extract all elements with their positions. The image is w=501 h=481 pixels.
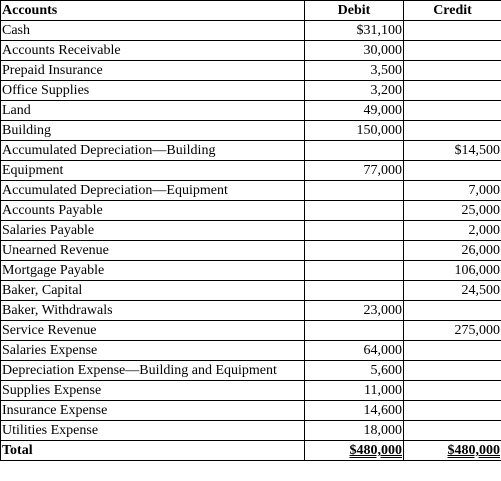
table-row bbox=[1, 121, 501, 141]
table-row bbox=[1, 21, 501, 41]
account-cell: Accumulated Depreciation—Equipment bbox=[1, 181, 305, 201]
table-row bbox=[1, 241, 501, 261]
table-row bbox=[1, 201, 501, 221]
account-cell: Utilities Expense bbox=[1, 421, 305, 441]
table-body bbox=[1, 21, 501, 441]
account-cell: Prepaid Insurance bbox=[1, 61, 305, 81]
total-credit bbox=[404, 441, 501, 461]
debit-cell: 49,000 bbox=[305, 101, 404, 121]
account-cell: Baker, Capital bbox=[1, 281, 305, 301]
total-debit bbox=[305, 441, 404, 461]
debit-header: Debit bbox=[305, 1, 404, 21]
debit-cell: 150,000 bbox=[305, 121, 404, 141]
account-cell: Accounts Payable bbox=[1, 201, 305, 221]
credit-cell bbox=[404, 401, 501, 421]
table-row bbox=[1, 401, 501, 421]
table-row bbox=[1, 301, 501, 321]
credit-cell: 7,000 bbox=[404, 181, 501, 201]
account-cell: Accumulated Depreciation—Building bbox=[1, 141, 305, 161]
credit-cell bbox=[404, 361, 501, 381]
debit-cell bbox=[305, 141, 404, 161]
debit-cell bbox=[305, 181, 404, 201]
debit-cell bbox=[305, 221, 404, 241]
total-label: Total bbox=[1, 441, 305, 461]
credit-cell: 275,000 bbox=[404, 321, 501, 341]
table-row bbox=[1, 41, 501, 61]
account-cell: Office Supplies bbox=[1, 81, 305, 101]
credit-cell: 24,500 bbox=[404, 281, 501, 301]
debit-cell bbox=[305, 241, 404, 261]
debit-cell: 64,000 bbox=[305, 341, 404, 361]
header-row bbox=[1, 1, 501, 21]
total-row bbox=[1, 441, 501, 461]
table-row bbox=[1, 361, 501, 381]
account-cell: Insurance Expense bbox=[1, 401, 305, 421]
credit-cell: 2,000 bbox=[404, 221, 501, 241]
credit-cell bbox=[404, 421, 501, 441]
credit-cell bbox=[404, 81, 501, 101]
account-cell: Salaries Payable bbox=[1, 221, 305, 241]
account-cell: Salaries Expense bbox=[1, 341, 305, 361]
debit-cell: 3,200 bbox=[305, 81, 404, 101]
debit-cell: 5,600 bbox=[305, 361, 404, 381]
credit-cell bbox=[404, 341, 501, 361]
account-cell: Land bbox=[1, 101, 305, 121]
debit-cell bbox=[305, 281, 404, 301]
credit-cell bbox=[404, 61, 501, 81]
debit-cell: 3,500 bbox=[305, 61, 404, 81]
debit-cell: 11,000 bbox=[305, 381, 404, 401]
debit-cell: 14,600 bbox=[305, 401, 404, 421]
account-cell: Supplies Expense bbox=[1, 381, 305, 401]
account-cell: Service Revenue bbox=[1, 321, 305, 341]
credit-cell bbox=[404, 381, 501, 401]
credit-cell bbox=[404, 121, 501, 141]
debit-cell: 23,000 bbox=[305, 301, 404, 321]
total-credit-value: $480,000 bbox=[447, 443, 500, 458]
credit-cell bbox=[404, 41, 501, 61]
table-row bbox=[1, 381, 501, 401]
table-row bbox=[1, 101, 501, 121]
debit-cell: 77,000 bbox=[305, 161, 404, 181]
account-cell: Building bbox=[1, 121, 305, 141]
credit-cell: 26,000 bbox=[404, 241, 501, 261]
table-row bbox=[1, 141, 501, 161]
credit-header: Credit bbox=[404, 1, 501, 21]
debit-cell: $31,100 bbox=[305, 21, 404, 41]
table-row bbox=[1, 181, 501, 201]
credit-cell bbox=[404, 301, 501, 321]
account-cell: Unearned Revenue bbox=[1, 241, 305, 261]
account-cell: Depreciation Expense—Building and Equipment bbox=[1, 361, 305, 381]
table-row bbox=[1, 321, 501, 341]
accounts-header: Accounts bbox=[1, 1, 305, 21]
debit-cell: 18,000 bbox=[305, 421, 404, 441]
table-row bbox=[1, 421, 501, 441]
debit-cell bbox=[305, 321, 404, 341]
credit-cell bbox=[404, 161, 501, 181]
table-row bbox=[1, 261, 501, 281]
table-row bbox=[1, 341, 501, 361]
credit-cell: 106,000 bbox=[404, 261, 501, 281]
total-debit-value: $480,000 bbox=[349, 443, 402, 458]
account-cell: Equipment bbox=[1, 161, 305, 181]
credit-cell: 25,000 bbox=[404, 201, 501, 221]
credit-cell bbox=[404, 101, 501, 121]
table-row bbox=[1, 221, 501, 241]
table-row bbox=[1, 161, 501, 181]
account-cell: Baker, Withdrawals bbox=[1, 301, 305, 321]
debit-cell bbox=[305, 201, 404, 221]
table-row bbox=[1, 81, 501, 101]
credit-cell: $14,500 bbox=[404, 141, 501, 161]
table-row bbox=[1, 61, 501, 81]
account-cell: Accounts Receivable bbox=[1, 41, 305, 61]
account-cell: Mortgage Payable bbox=[1, 261, 305, 281]
credit-cell bbox=[404, 21, 501, 41]
debit-cell bbox=[305, 261, 404, 281]
table-row bbox=[1, 281, 501, 301]
debit-cell: 30,000 bbox=[305, 41, 404, 61]
account-cell: Cash bbox=[1, 21, 305, 41]
